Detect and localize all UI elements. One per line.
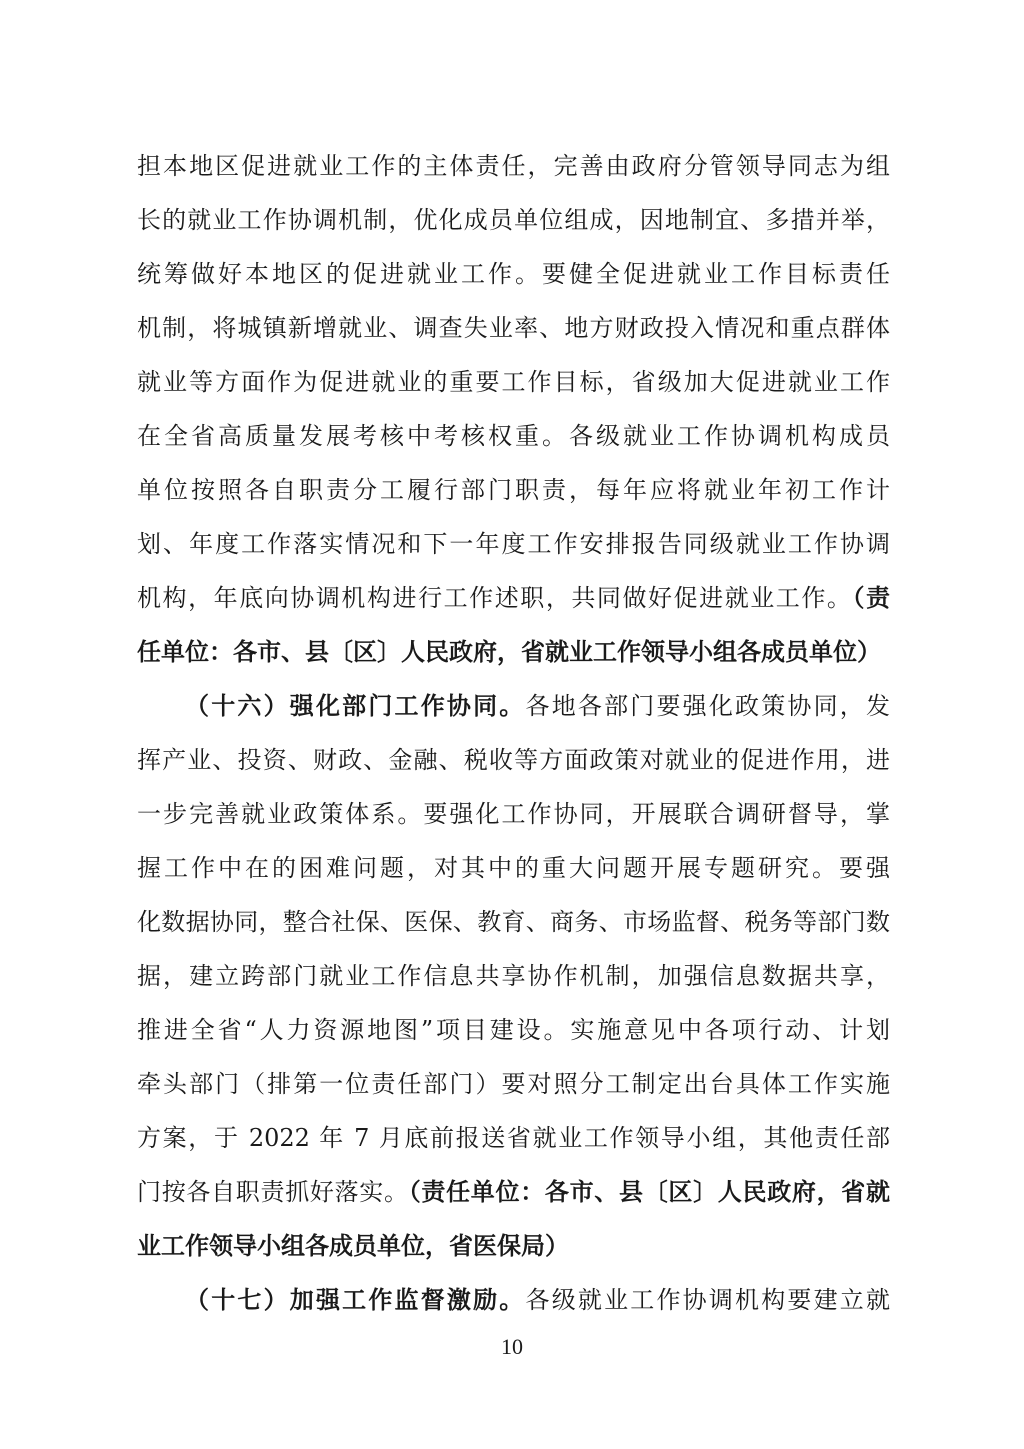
text-line [137, 355, 890, 409]
text: 机构，年底向协调机构进行工作述职，共同做好促进就业工作。 [137, 584, 853, 612]
text-line [137, 625, 890, 679]
paragraph [137, 139, 890, 679]
text-line [137, 463, 890, 517]
text-line [137, 1219, 890, 1273]
text: 一步完善就业政策体系。要强化工作协同，开展联合调研督导，掌 [137, 800, 890, 828]
text: 长的就业工作协调机制，优化成员单位组成，因地制宜、多措并举， [137, 206, 890, 234]
text: 据，建立跨部门就业工作信息共享协作机制，加强信息数据共享， [137, 962, 890, 990]
text: 推进全省“人力资源地图”项目建设。实施意见中各项行动、计划 [137, 1016, 890, 1044]
text: 划、年度工作落实情况和下一年度工作安排报告同级就业工作协调 [137, 530, 890, 558]
text: 单位按照各自职责分工履行部门职责，每年应将就业年初工作计 [137, 476, 890, 504]
text-line [137, 571, 890, 625]
text: 握工作中在的困难问题，对其中的重大问题开展专题研究。要强 [137, 854, 890, 882]
text-line [137, 787, 890, 841]
text: 各地各部门要强化政策协同，发 [525, 692, 890, 720]
paragraph [137, 679, 890, 1273]
text: 担本地区促进就业工作的主体责任，完善由政府分管领导同志为组 [137, 152, 890, 180]
text-line [137, 1273, 890, 1327]
text: 就业等方面作为促进就业的重要工作目标，省级加大促进就业工作 [137, 368, 890, 396]
text: 化数据协同，整合社保、医保、教育、商务、市场监督、税务等部门数 [137, 908, 890, 936]
text: 各级就业工作协调机构要建立就 [525, 1286, 890, 1314]
text-line [137, 679, 890, 733]
text-line [137, 247, 890, 301]
responsibility-note: 业工作领导小组各成员单位，省医保局） [137, 1231, 569, 1260]
text-line [137, 139, 890, 193]
text-line [137, 841, 890, 895]
text: 牵头部门（排第一位责任部门）要对照分工制定出台具体工作实施 [137, 1070, 890, 1098]
text-line [137, 1003, 890, 1057]
text-line [137, 193, 890, 247]
text: 统筹做好本地区的促进就业工作。要健全促进就业工作目标责任 [137, 260, 890, 288]
page-number: 10 [501, 1334, 523, 1359]
text: 机制，将城镇新增就业、调查失业率、地方财政投入情况和重点群体 [137, 314, 890, 342]
text: 挥产业、投资、财政、金融、税收等方面政策对就业的促进作用，进 [137, 746, 890, 774]
paragraph [137, 1273, 890, 1327]
text: 方案，于 2022 年 7 月底前报送省就业工作领导小组，其他责任部 [137, 1124, 890, 1152]
text-line [137, 517, 890, 571]
text-line [137, 1111, 890, 1165]
text-line [137, 895, 890, 949]
responsibility-note: （责任单位：各市、县〔区〕人民政府，省就 [408, 1177, 890, 1206]
section-heading: （十七）加强工作监督激励。 [185, 1285, 526, 1314]
text-line [137, 733, 890, 787]
section-heading: （十六）强化部门工作协同。 [185, 691, 526, 720]
text: 在全省高质量发展考核中考核权重。各级就业工作协调机构成员 [137, 422, 890, 450]
text: 门按各自职责抓好落实。 [137, 1178, 409, 1206]
document-body [137, 139, 890, 1327]
text-line [137, 1165, 890, 1219]
responsibility-note: （责 [852, 583, 890, 612]
text-line [137, 1057, 890, 1111]
responsibility-note: 任单位：各市、县〔区〕人民政府，省就业工作领导小组各成员单位） [137, 637, 881, 666]
text-line [137, 301, 890, 355]
text-line [137, 409, 890, 463]
text-line [137, 949, 890, 1003]
